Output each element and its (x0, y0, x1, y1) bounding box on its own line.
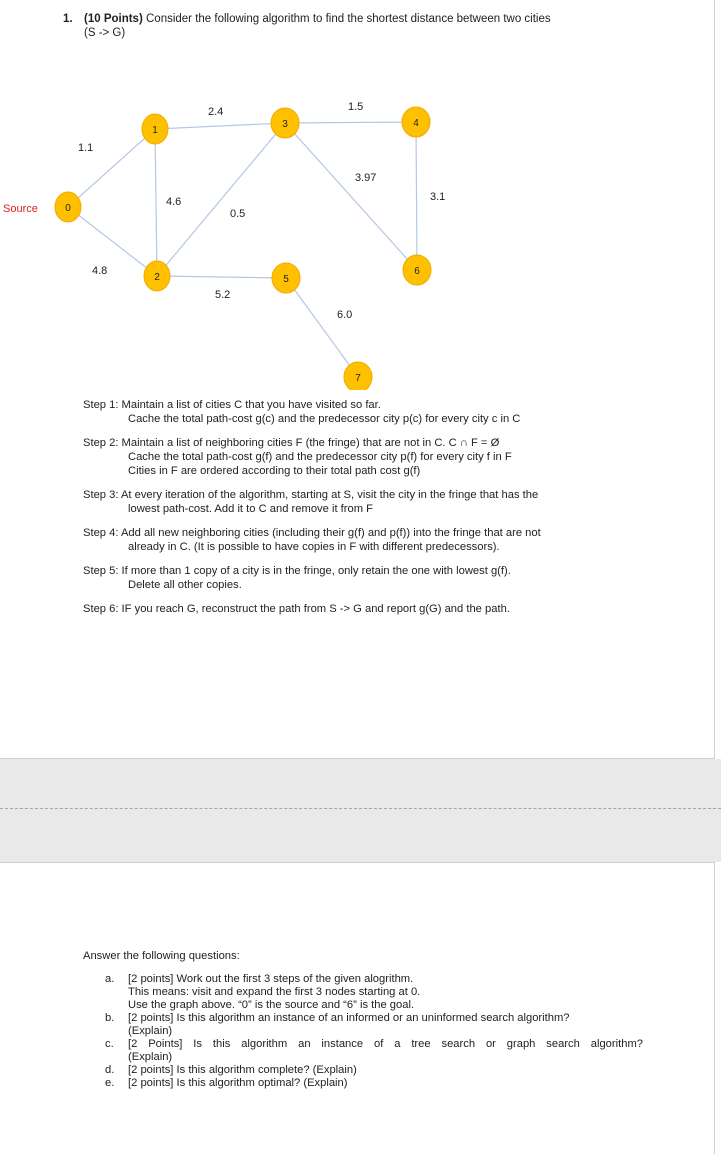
node-2 (144, 261, 170, 291)
node-label-4: 4 (413, 118, 419, 129)
edge-1-3 (155, 123, 285, 129)
question-points: (10 Points) (84, 13, 143, 25)
node-label-2: 2 (154, 272, 160, 283)
step-line: Cache the total path-cost g(f) and the predecessor city p(f) for every city f in F (128, 451, 512, 463)
node-7 (344, 362, 372, 390)
edge-weight-4-6: 3.1 (430, 191, 446, 203)
question-line: [2 points] Work out the first 3 steps of the given alogrithm. (128, 973, 414, 985)
node-3 (271, 108, 299, 138)
answer-questions (83, 950, 643, 1090)
step-6 (83, 602, 623, 616)
step-line: Step 5: If more than 1 copy of a city is in the fringe, only retain the one with lowest g(f). (83, 565, 511, 577)
node-label-5: 5 (283, 274, 289, 285)
question-b (83, 1012, 643, 1038)
step-4 (83, 526, 623, 554)
node-1 (142, 114, 168, 144)
step-line: Cache the total path-cost g(c) and the predecessor city p(c) for every city c in C (128, 413, 521, 425)
question-line: This means: visit and expand the first 3 nodes starting at 0. (128, 986, 421, 998)
node-6 (403, 255, 431, 285)
question-label: a. (105, 973, 115, 985)
question-text-2: (S -> G) (84, 27, 126, 39)
edge-5-7 (286, 278, 358, 377)
node-5 (272, 263, 300, 293)
question-line: Use the graph above. “0” is the source and “6” is the goal. (128, 999, 415, 1011)
step-line: already in C. (It is possible to have copies in F with different predecessors). (128, 541, 500, 553)
question-c (83, 1038, 643, 1064)
algorithm-steps (83, 398, 623, 626)
node-label-0: 0 (65, 203, 71, 214)
step-line: Delete all other copies. (128, 579, 242, 591)
question-line: [2 points] Is this algorithm an instance of an informed or an uninformed search algorithm? (128, 1012, 570, 1024)
edge-weight-3-6: 3.97 (355, 172, 377, 184)
question-d (83, 1064, 643, 1077)
step-line: Step 4: Add all new neighboring cities (including their g(f) and p(f)) into the fringe that are not (83, 527, 541, 539)
graph-edges (68, 122, 417, 377)
answers-heading: Answer the following questions: (83, 950, 240, 962)
node-label-7: 7 (355, 373, 361, 384)
step-line: Step 2: Maintain a list of neighboring cities F (the fringe) that are not in C. C ∩ F = Ø (83, 437, 500, 449)
question-label: e. (105, 1077, 115, 1089)
edge-0-2 (68, 207, 157, 276)
question-a (83, 973, 643, 1012)
page-break-line (0, 808, 721, 809)
step-line: Cities in F are ordered according to their total path cost g(f) (128, 465, 421, 477)
edge-1-2 (155, 129, 157, 276)
node-4 (402, 107, 430, 137)
edge-weight-0-2: 4.8 (92, 265, 108, 277)
step-line: Step 1: Maintain a list of cities C that you have visited so far. (83, 399, 381, 411)
question-label: d. (105, 1064, 115, 1076)
step-1 (83, 398, 623, 426)
node-label-1: 1 (152, 125, 158, 136)
question-label: c. (105, 1038, 114, 1050)
question-line: (Explain) (128, 1051, 173, 1063)
node-label-6: 6 (414, 266, 420, 277)
step-3 (83, 488, 623, 516)
edge-weight-3-2: 0.5 (230, 208, 246, 220)
question-text: Consider the following algorithm to find the shortest distance between two cities (142, 13, 551, 25)
edge-weight-2-5: 5.2 (215, 289, 231, 301)
step-line: Step 6: IF you reach G, reconstruct the path from S -> G and report g(G) and the path. (83, 603, 510, 615)
node-0 (55, 192, 81, 222)
graph-nodes (55, 107, 431, 390)
edge-weight-1-3: 2.4 (208, 106, 224, 118)
edge-3-6 (285, 123, 417, 270)
question-e (83, 1077, 643, 1090)
question-line: [2 Points] Is this algorithm an instance of a tree search or graph search algorithm? (128, 1038, 643, 1050)
question-line: (Explain) (128, 1025, 173, 1037)
question-number: 1. (63, 13, 73, 25)
step-5 (83, 564, 623, 592)
question-line: [2 points] Is this algorithm complete? (Explain) (128, 1064, 357, 1076)
edge-4-6 (416, 122, 417, 270)
step-line: lowest path-cost. Add it to C and remove it from F (128, 503, 373, 515)
edge-weight-3-4: 1.5 (348, 101, 364, 113)
edge-weight-1-2: 4.6 (166, 196, 182, 208)
step-2 (83, 436, 623, 478)
question-line: [2 points] Is this algorithm optimal? (Explain) (128, 1077, 348, 1089)
city-graph (0, 90, 714, 390)
source-label: Source (3, 203, 38, 215)
edge-weight-0-1: 1.1 (78, 142, 94, 154)
node-label-3: 3 (282, 119, 288, 130)
edge-0-1 (68, 129, 155, 207)
page-gap (0, 759, 721, 862)
edge-weight-5-7: 6.0 (337, 309, 353, 321)
edge-3-4 (285, 122, 416, 123)
question-label: b. (105, 1012, 115, 1024)
step-line: Step 3: At every iteration of the algorithm, starting at S, visit the city in the fringe that has the (83, 489, 539, 501)
edge-2-5 (157, 276, 286, 278)
